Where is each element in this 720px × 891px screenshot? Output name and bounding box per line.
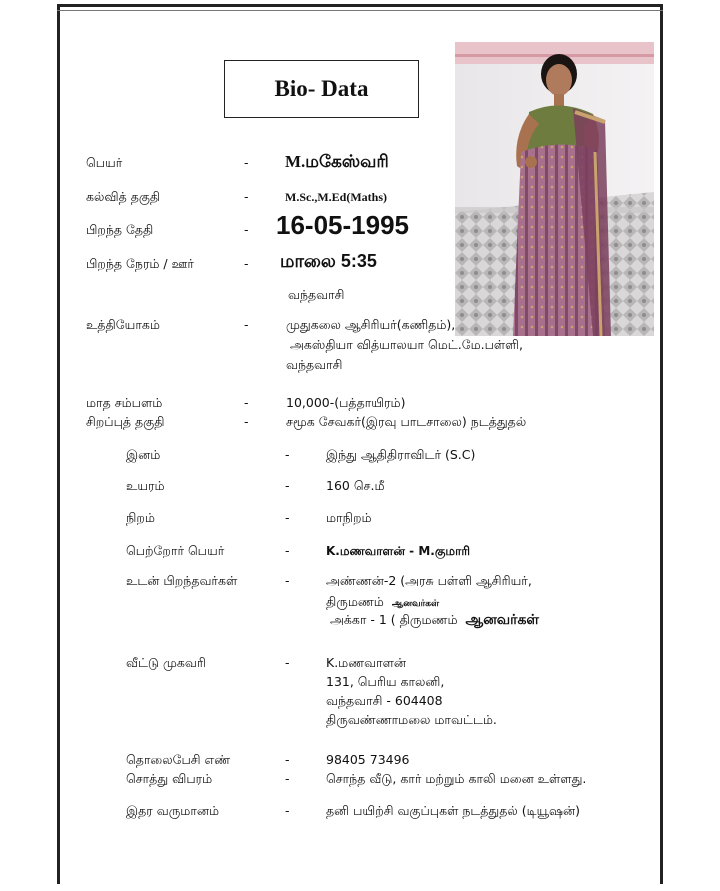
complexion-label: நிறம் [126, 510, 155, 525]
caste-label: இனம் [126, 447, 161, 462]
siblings-line-3a: அக்கா - 1 ( திருமணம் [330, 612, 458, 627]
address-line-3: வந்தவாசி - 604408 [326, 693, 443, 708]
name-value: M.மகேஸ்வரி [285, 152, 389, 171]
phone-label: தொலைபேசி எண் [126, 752, 231, 767]
parents-label: பெற்றோர் பெயர் [126, 543, 225, 558]
property-value: சொந்த வீடு, கார் மற்றும் காலி மனை உள்ளது. [326, 771, 587, 786]
salary-separator: - [244, 395, 249, 410]
caste-separator: - [285, 447, 290, 462]
parents-value: K.மணவாளன் - M.குமாரி [326, 544, 470, 558]
complexion-separator: - [285, 510, 290, 525]
occupation-label: உத்தியோகம் [86, 317, 160, 332]
siblings-separator: - [285, 573, 290, 588]
birth-time-label: பிறந்த நேரம் / ஊர் [86, 256, 194, 271]
property-label: சொத்து விபரம் [126, 771, 213, 786]
other-income-label: இதர வருமானம் [126, 803, 220, 818]
property-separator: - [285, 771, 290, 786]
education-value: M.Sc.,M.Ed(Maths) [285, 190, 387, 204]
address-line-4: திருவண்ணாமலை மாவட்டம். [326, 712, 497, 727]
height-value: 160 செ.மீ [326, 478, 385, 493]
phone-separator: - [285, 752, 290, 767]
siblings-label: உடன் பிறந்தவர்கள் [126, 573, 238, 588]
address-line-1: K.மணவாளன் [326, 655, 407, 670]
siblings-line-2b: ஆனவர்கள் [391, 599, 440, 609]
siblings-line-3 [330, 612, 539, 628]
dob-value: 16-05-1995 [276, 210, 409, 240]
education-label: கல்வித் தகுதி [86, 189, 161, 204]
caste-value: இந்து ஆதிதிராவிடர் (S.C) [326, 447, 476, 462]
profile-photo [455, 42, 654, 336]
occupation-line-2: அகஸ்தியா வித்யாலயா மெட்.மே.பள்ளி, [290, 337, 523, 352]
dob-separator: - [244, 222, 249, 237]
name-label: பெயர் [86, 155, 123, 170]
occupation-line-3: வந்தவாசி [286, 357, 343, 372]
address-line-2: 131, பெரிய காலனி, [326, 674, 445, 689]
height-separator: - [285, 478, 290, 493]
parents-separator: - [285, 543, 290, 558]
birth-time-separator: - [244, 256, 249, 271]
height-label: உயரம் [126, 478, 165, 493]
siblings-line-3b: ஆனவர்கள் [465, 612, 540, 628]
occupation-line-1: முதுகலை ஆசிரியர்(கணிதம்), [286, 317, 456, 332]
phone-value: 98405 73496 [326, 752, 410, 767]
address-separator: - [285, 655, 290, 670]
birth-place-value: வந்தவாசி [288, 287, 345, 302]
education-separator: - [244, 189, 249, 204]
page-title: Bio- Data [274, 76, 369, 101]
other-income-value: தனி பயிற்சி வகுப்புகள் நடத்துதல் (டியூஷன்) [326, 803, 580, 818]
special-label: சிறப்புத் தகுதி [86, 414, 165, 429]
siblings-line-1: அண்ணன்-2 (அரசு பள்ளி ஆசிரியர், [326, 573, 532, 588]
salary-value: 10,000-(பத்தாயிரம்) [286, 395, 406, 410]
siblings-line-2 [326, 594, 439, 612]
dob-label: பிறந்த தேதி [86, 222, 154, 237]
special-value: சமூக சேவகர்(இரவு பாடசாலை) நடத்துதல் [286, 414, 527, 429]
salary-label: மாத சம்பளம் [86, 395, 163, 410]
birth-time-value: மாலை 5:35 [280, 251, 377, 271]
special-separator: - [244, 414, 249, 429]
address-label: வீட்டு முகவரி [126, 655, 206, 670]
siblings-line-2a: திருமணம் [326, 594, 384, 609]
name-separator: - [244, 155, 249, 170]
complexion-value: மாநிறம் [326, 510, 372, 525]
occupation-separator: - [244, 317, 249, 332]
title-box [224, 60, 419, 118]
other-income-separator: - [285, 803, 290, 818]
